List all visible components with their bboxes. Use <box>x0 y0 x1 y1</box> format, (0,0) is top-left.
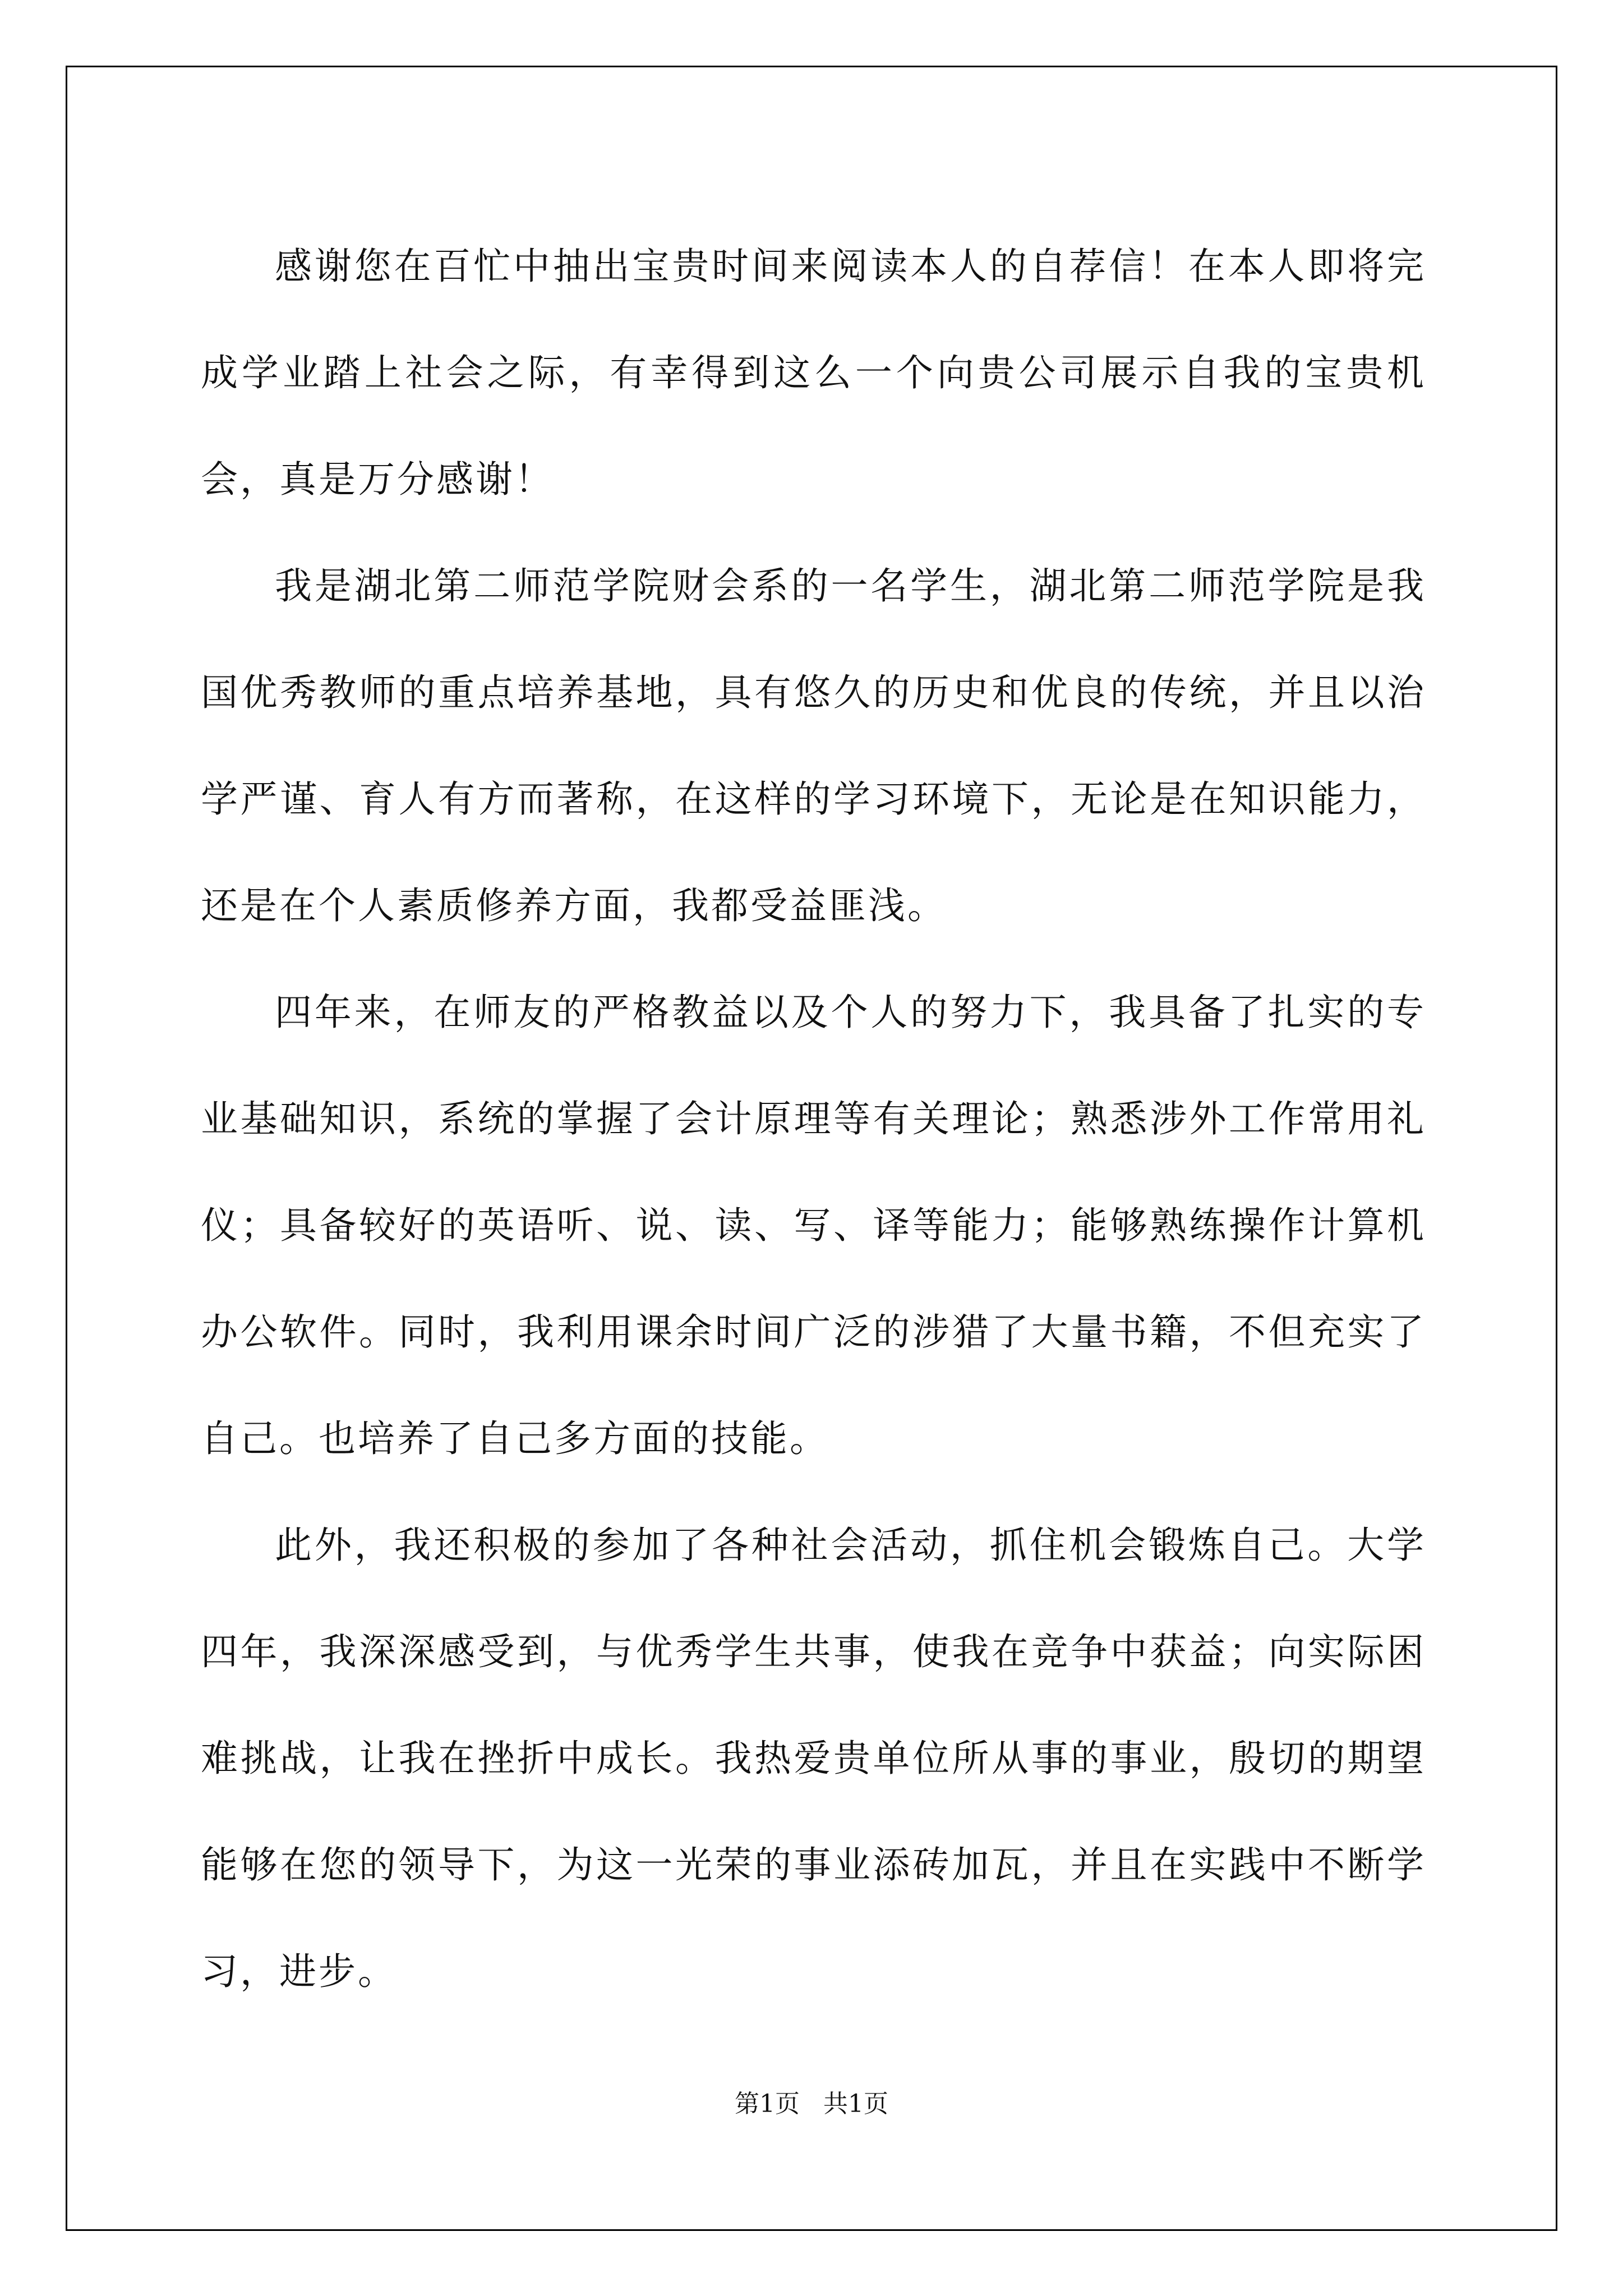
paragraph-3: 四年来，在师友的严格教益以及个人的努力下，我具备了扎实的专业基础知识，系统的掌握了会计原理等有关理论；熟悉涉外工作常用礼仪；具备较好的英语听、说、读、写、译等能力；能够熟练操作计算机办公软件。同时，我利用课余时间广泛的涉猎了大量书籍，不但充实了自己。也培养了自己多方面的技能。 <box>201 991 1426 1460</box>
page-number-footer: 第1页 共1页 <box>735 2090 888 2118</box>
paragraph-2: 我是湖北第二师范学院财会系的一名学生，湖北第二师范学院是我国优秀教师的重点培养基地，具有悠久的历史和优良的传统，并且以治学严谨、育人有方而著称，在这样的学习环境下，无论是在知识能力，还是在个人素质修养方面，我都受益匪浅。 <box>201 564 1426 927</box>
letter-body <box>201 213 1426 2025</box>
paragraph-1: 感谢您在百忙中抽出宝贵时间来阅读本人的自荐信！在本人即将完成学业踏上社会之际，有幸得到这么一个向贵公司展示自我的宝贵机会，真是万分感谢！ <box>201 245 1426 501</box>
paragraph-4: 此外，我还积极的参加了各种社会活动，抓住机会锻炼自己。大学四年，我深深感受到，与优秀学生共事，使我在竞争中获益；向实际困难挑战，让我在挫折中成长。我热爱贵单位所从事的事业，殷切的期望能够在您的领导下，为这一光荣的事业添砖加瓦，并且在实践中不断学习，进步。 <box>201 1524 1426 1993</box>
